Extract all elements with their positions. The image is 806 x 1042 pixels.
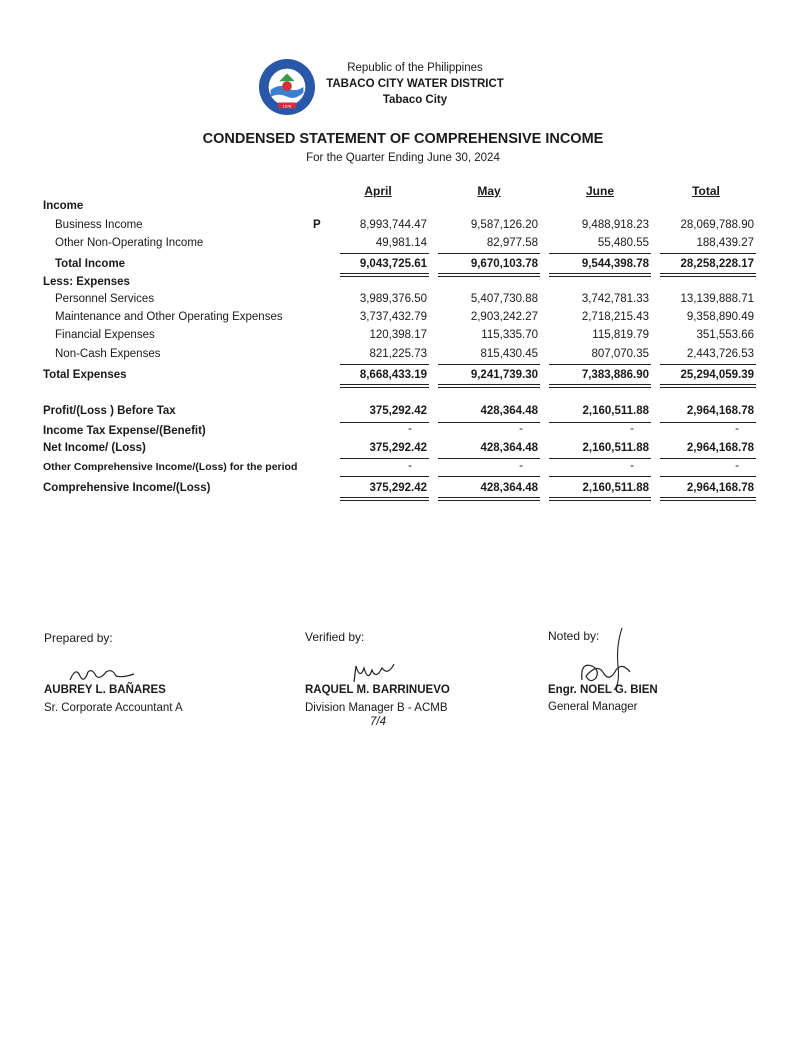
rule <box>340 458 429 459</box>
double-rule <box>660 273 756 277</box>
noted-by-name: Engr. NOEL G. BIEN <box>548 684 658 696</box>
profit-before-tax-label: Profit/(Loss ) Before Tax <box>43 405 176 417</box>
financial-total: 351,553.66 <box>696 329 754 341</box>
verified-by-title: Division Manager B - ACMB <box>305 702 448 714</box>
business-income-april: 8,993,744.47 <box>359 219 427 231</box>
personnel-may: 5,407,730.88 <box>470 293 538 305</box>
total-income-label: Total Income <box>55 258 126 270</box>
double-rule <box>549 497 651 501</box>
double-rule <box>549 273 651 277</box>
mooe-may: 2,903,242.27 <box>470 311 538 323</box>
rule <box>438 476 540 477</box>
other-non-operating-april: 49,981.14 <box>375 237 427 249</box>
comprehensive-income-june: 2,160,511.88 <box>582 482 649 494</box>
non-cash-april: 821,225.73 <box>369 348 427 360</box>
total-expenses-april: 8,668,433.19 <box>359 369 427 381</box>
other-comprehensive-april: - <box>408 460 412 472</box>
total-income-june: 9,544,398.78 <box>581 258 649 270</box>
other-comprehensive-total: - <box>735 460 739 472</box>
non-cash-may: 815,430.45 <box>480 348 538 360</box>
personnel-june: 3,742,781.33 <box>581 293 649 305</box>
column-header-may: May <box>477 184 501 198</box>
total-expenses-may: 9,241,739.30 <box>470 369 538 381</box>
comprehensive-income-april: 375,292.42 <box>369 482 427 494</box>
financial-label: Financial Expenses <box>55 329 155 341</box>
total-expenses-total: 25,294,059.39 <box>680 369 754 381</box>
non-cash-total: 2,443,726.53 <box>686 348 754 360</box>
header-line-republic: Republic of the Philippines <box>347 62 483 74</box>
comprehensive-income-may: 428,364.48 <box>480 482 538 494</box>
total-expenses-june: 7,383,886.90 <box>581 369 649 381</box>
financial-june: 115,819.79 <box>592 329 649 341</box>
business-income-total: 28,069,788.90 <box>680 219 754 231</box>
double-rule <box>340 384 429 388</box>
business-income-may: 9,587,126.20 <box>470 219 538 231</box>
income-tax-may: - <box>519 423 523 435</box>
personnel-total: 13,139,888.71 <box>680 293 754 305</box>
comprehensive-income-label: Comprehensive Income/(Loss) <box>43 482 211 494</box>
noted-by-title: General Manager <box>548 701 638 713</box>
mooe-total: 9,358,890.49 <box>686 311 754 323</box>
other-non-operating-may: 82,977.58 <box>486 237 538 249</box>
rule <box>660 364 756 365</box>
rule <box>438 253 540 254</box>
logo-year: 1978 <box>282 104 292 109</box>
profit-before-tax-total: 2,964,168.78 <box>686 405 754 417</box>
income-heading: Income <box>43 200 84 212</box>
business-income-june: 9,488,918.23 <box>581 219 649 231</box>
mooe-june: 2,718,215.43 <box>581 311 649 323</box>
profit-before-tax-may: 428,364.48 <box>480 405 538 417</box>
rule <box>549 253 651 254</box>
rule <box>660 458 756 459</box>
net-income-may: 428,364.48 <box>480 442 538 454</box>
rule <box>340 253 429 254</box>
rule <box>660 476 756 477</box>
total-income-april: 9,043,725.61 <box>359 258 427 270</box>
statement-title: CONDENSED STATEMENT OF COMPREHENSIVE INCOME <box>202 131 604 147</box>
financial-may: 115,335.70 <box>481 329 538 341</box>
double-rule <box>660 384 756 388</box>
header-line-city: Tabaco City <box>382 94 448 106</box>
agency-header <box>300 60 530 108</box>
rule <box>340 364 429 365</box>
mooe-april: 3,737,432.79 <box>359 311 427 323</box>
double-rule <box>340 273 429 277</box>
total-income-may: 9,670,103.78 <box>470 258 538 270</box>
prepared-by-title: Sr. Corporate Accountant A <box>44 702 183 714</box>
financial-april: 120,398.17 <box>369 329 427 341</box>
column-header-total: Total <box>692 184 720 198</box>
comprehensive-income-total: 2,964,168.78 <box>686 482 754 494</box>
rule <box>660 253 756 254</box>
prepared-by-name: AUBREY L. BAÑARES <box>44 684 166 696</box>
prepared-by-caption: Prepared by: <box>44 631 113 645</box>
other-non-operating-label: Other Non-Operating Income <box>55 237 204 249</box>
rule <box>549 364 651 365</box>
net-income-june: 2,160,511.88 <box>582 442 649 454</box>
header-line-agency: TABACO CITY WATER DISTRICT <box>326 78 504 90</box>
double-rule <box>660 497 756 501</box>
business-income-label: Business Income <box>55 219 143 231</box>
net-income-april: 375,292.42 <box>369 442 427 454</box>
rule <box>438 458 540 459</box>
column-header-april: April <box>364 184 392 198</box>
non-cash-june: 807,070.35 <box>591 348 649 360</box>
expenses-heading: Less: Expenses <box>43 276 130 288</box>
non-cash-label: Non-Cash Expenses <box>55 348 161 360</box>
double-rule <box>438 497 540 501</box>
net-income-label: Net Income/ (Loss) <box>43 442 146 454</box>
double-rule <box>340 497 429 501</box>
net-income-total: 2,964,168.78 <box>686 442 754 454</box>
other-non-operating-june: 55,480.55 <box>597 237 649 249</box>
personnel-label: Personnel Services <box>55 293 155 305</box>
personnel-april: 3,989,376.50 <box>359 293 427 305</box>
double-rule <box>549 384 651 388</box>
income-tax-label: Income Tax Expense/(Benefit) <box>43 425 206 437</box>
income-tax-april: - <box>408 423 412 435</box>
rule <box>549 476 651 477</box>
verified-by-caption: Verified by: <box>305 630 365 644</box>
profit-before-tax-april: 375,292.42 <box>369 405 427 417</box>
other-comprehensive-june: - <box>630 460 634 472</box>
signature-raquel <box>350 660 400 686</box>
verified-by-name: RAQUEL M. BARRINUEVO <box>305 684 450 696</box>
noted-by-caption: Noted by: <box>548 629 600 643</box>
total-expenses-label: Total Expenses <box>43 369 127 381</box>
double-rule <box>438 384 540 388</box>
mooe-label: Maintenance and Other Operating Expenses <box>55 311 283 323</box>
profit-before-tax-june: 2,160,511.88 <box>582 405 649 417</box>
statement-period: For the Quarter Ending June 30, 2024 <box>306 152 500 164</box>
signature-aubrey <box>66 664 138 686</box>
other-non-operating-total: 188,439.27 <box>696 237 754 249</box>
currency-symbol: P <box>313 219 321 231</box>
total-income-total: 28,258,228.17 <box>680 258 754 270</box>
rule <box>340 476 429 477</box>
other-comprehensive-may: - <box>519 460 523 472</box>
double-rule <box>438 273 540 277</box>
rule <box>549 458 651 459</box>
verified-date-note: 7/4 <box>370 716 386 728</box>
income-tax-june: - <box>630 423 634 435</box>
column-header-june: June <box>585 184 614 198</box>
rule <box>438 364 540 365</box>
other-comprehensive-label: Other Comprehensive Income/(Loss) for the period <box>43 461 298 473</box>
income-tax-total: - <box>735 423 739 435</box>
